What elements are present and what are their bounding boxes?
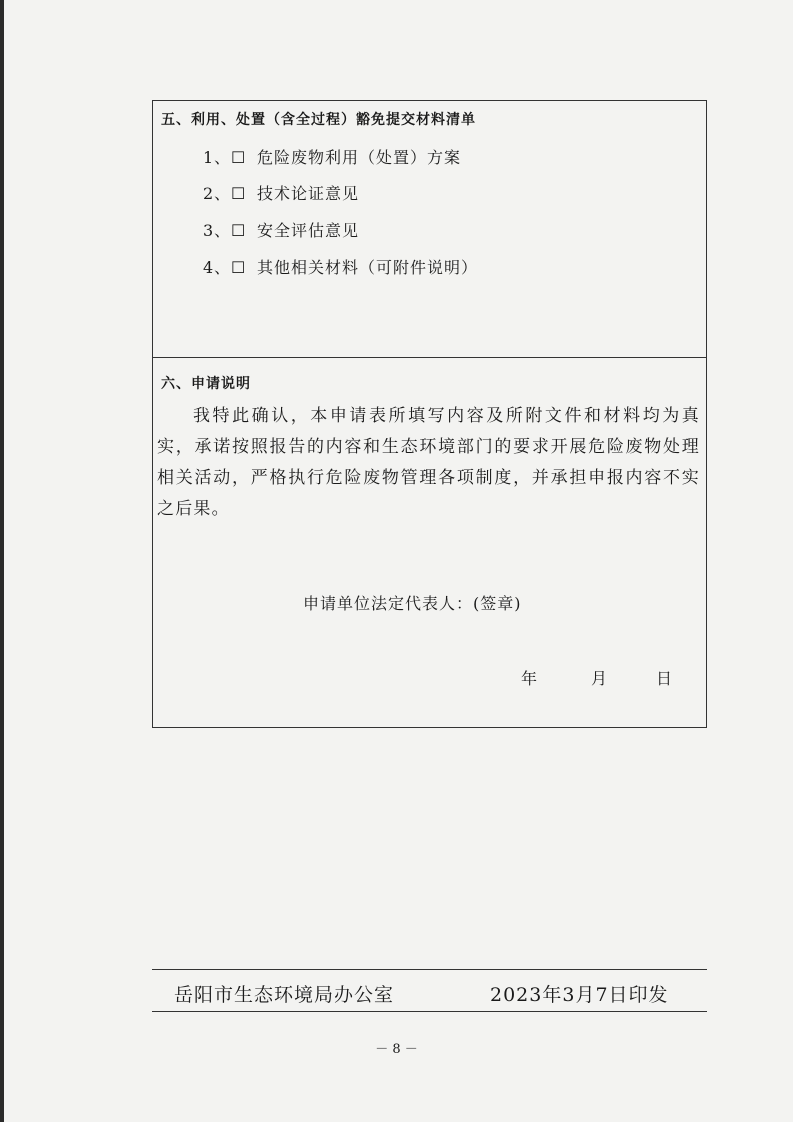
checkbox-icon[interactable]: ☐ xyxy=(231,221,247,240)
checkbox-icon[interactable]: ☐ xyxy=(231,258,247,277)
issuing-office: 岳阳市生态环境局办公室 xyxy=(174,984,395,1006)
year-label: 年 xyxy=(521,669,538,688)
issue-date: 2023年3月7日印发 xyxy=(490,984,669,1006)
material-item xyxy=(203,181,359,204)
footer-bottom-rule xyxy=(152,1011,707,1012)
signature-line: 申请单位法定代表人：(签章) xyxy=(303,594,522,613)
item-number: 3、 xyxy=(203,221,232,240)
checkbox-icon[interactable]: ☐ xyxy=(231,184,247,203)
page-number: － 8 － xyxy=(375,1042,418,1057)
application-form-table xyxy=(152,100,707,728)
scan-edge xyxy=(0,0,4,1122)
section-divider xyxy=(153,357,706,358)
day-label: 日 xyxy=(656,669,673,688)
item-number: 1、 xyxy=(203,148,232,167)
declaration-statement: 我特此确认，本申请表所填写内容及所附文件和材料均为真实，承诺按照报告的内容和生态环境部门的要求开展危险废物处理相关活动，严格执行危险废物管理各项制度，并承担申报内容不实之后果。 xyxy=(157,406,700,519)
item-number: 2、 xyxy=(203,184,232,203)
section5-title: 五、利用、处置（含全过程）豁免提交材料清单 xyxy=(161,112,476,128)
month-label: 月 xyxy=(591,669,608,688)
item-label: 技术论证意见 xyxy=(257,184,360,203)
checkbox-icon[interactable]: ☐ xyxy=(231,148,247,167)
item-label: 危险废物利用（处置）方案 xyxy=(257,148,462,167)
item-label: 安全评估意见 xyxy=(257,221,360,240)
footer-top-rule xyxy=(152,969,707,970)
section6-title: 六、申请说明 xyxy=(161,376,251,392)
material-item xyxy=(203,255,478,278)
item-label: 其他相关材料（可附件说明） xyxy=(257,258,479,277)
material-item xyxy=(203,218,359,241)
item-number: 4、 xyxy=(203,258,232,277)
material-item xyxy=(203,145,461,168)
